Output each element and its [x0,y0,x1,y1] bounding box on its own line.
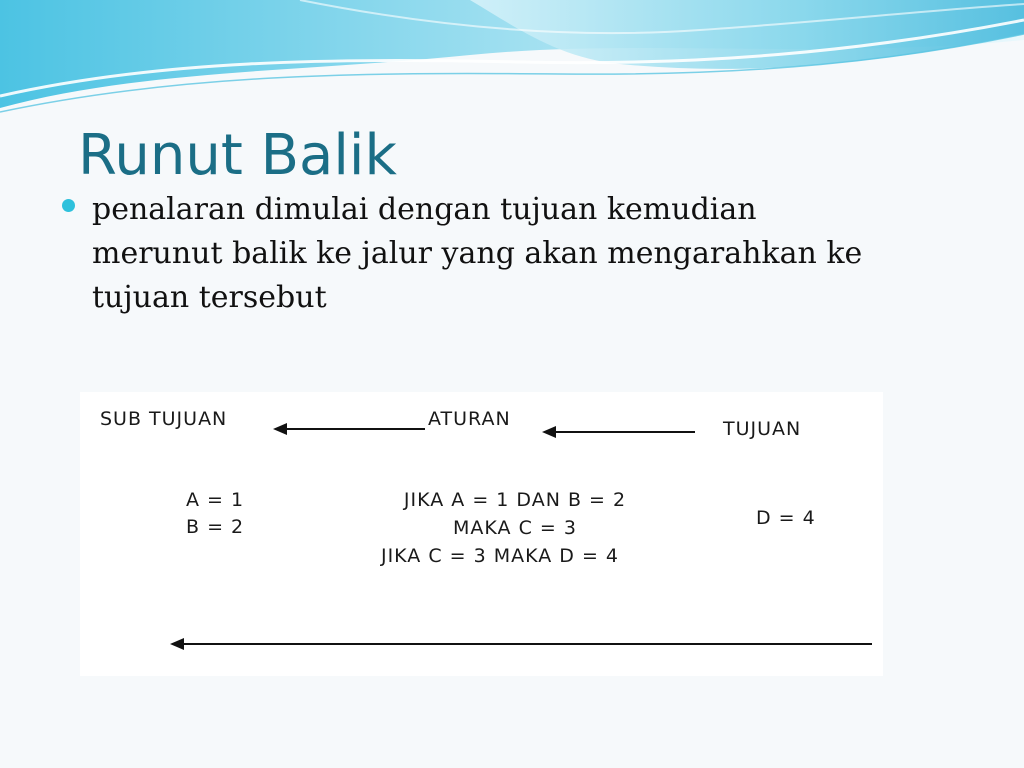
slide-title: Runut Balik [78,123,397,188]
rule-line-2: MAKA C = 3 [453,517,577,539]
goal-fact: D = 4 [756,507,816,529]
goal-header: TUJUAN [723,418,802,440]
arrow-to-rules-head [542,426,556,438]
header-wave-decoration [0,0,1024,130]
long-return-arrow-head [170,638,184,650]
sub-goal-fact-b: B = 2 [186,516,245,538]
bullet-dot-icon [62,199,75,212]
backward-chaining-diagram [80,392,883,676]
rules-header: ATURAN [428,408,511,430]
bullet-text: penalaran dimulai dengan tujuan kemudian merunut balik ke jalur yang akan mengarahkan ke tujuan tersebut [92,192,863,315]
arrow-to-sub-goal-head [273,423,287,435]
rule-line-3: JIKA C = 3 MAKA D = 4 [380,545,620,567]
sub-goal-fact-a: A = 1 [186,489,245,511]
rule-line-1: JIKA A = 1 DAN B = 2 [403,489,627,511]
sub-goal-header: SUB TUJUAN [100,408,228,430]
